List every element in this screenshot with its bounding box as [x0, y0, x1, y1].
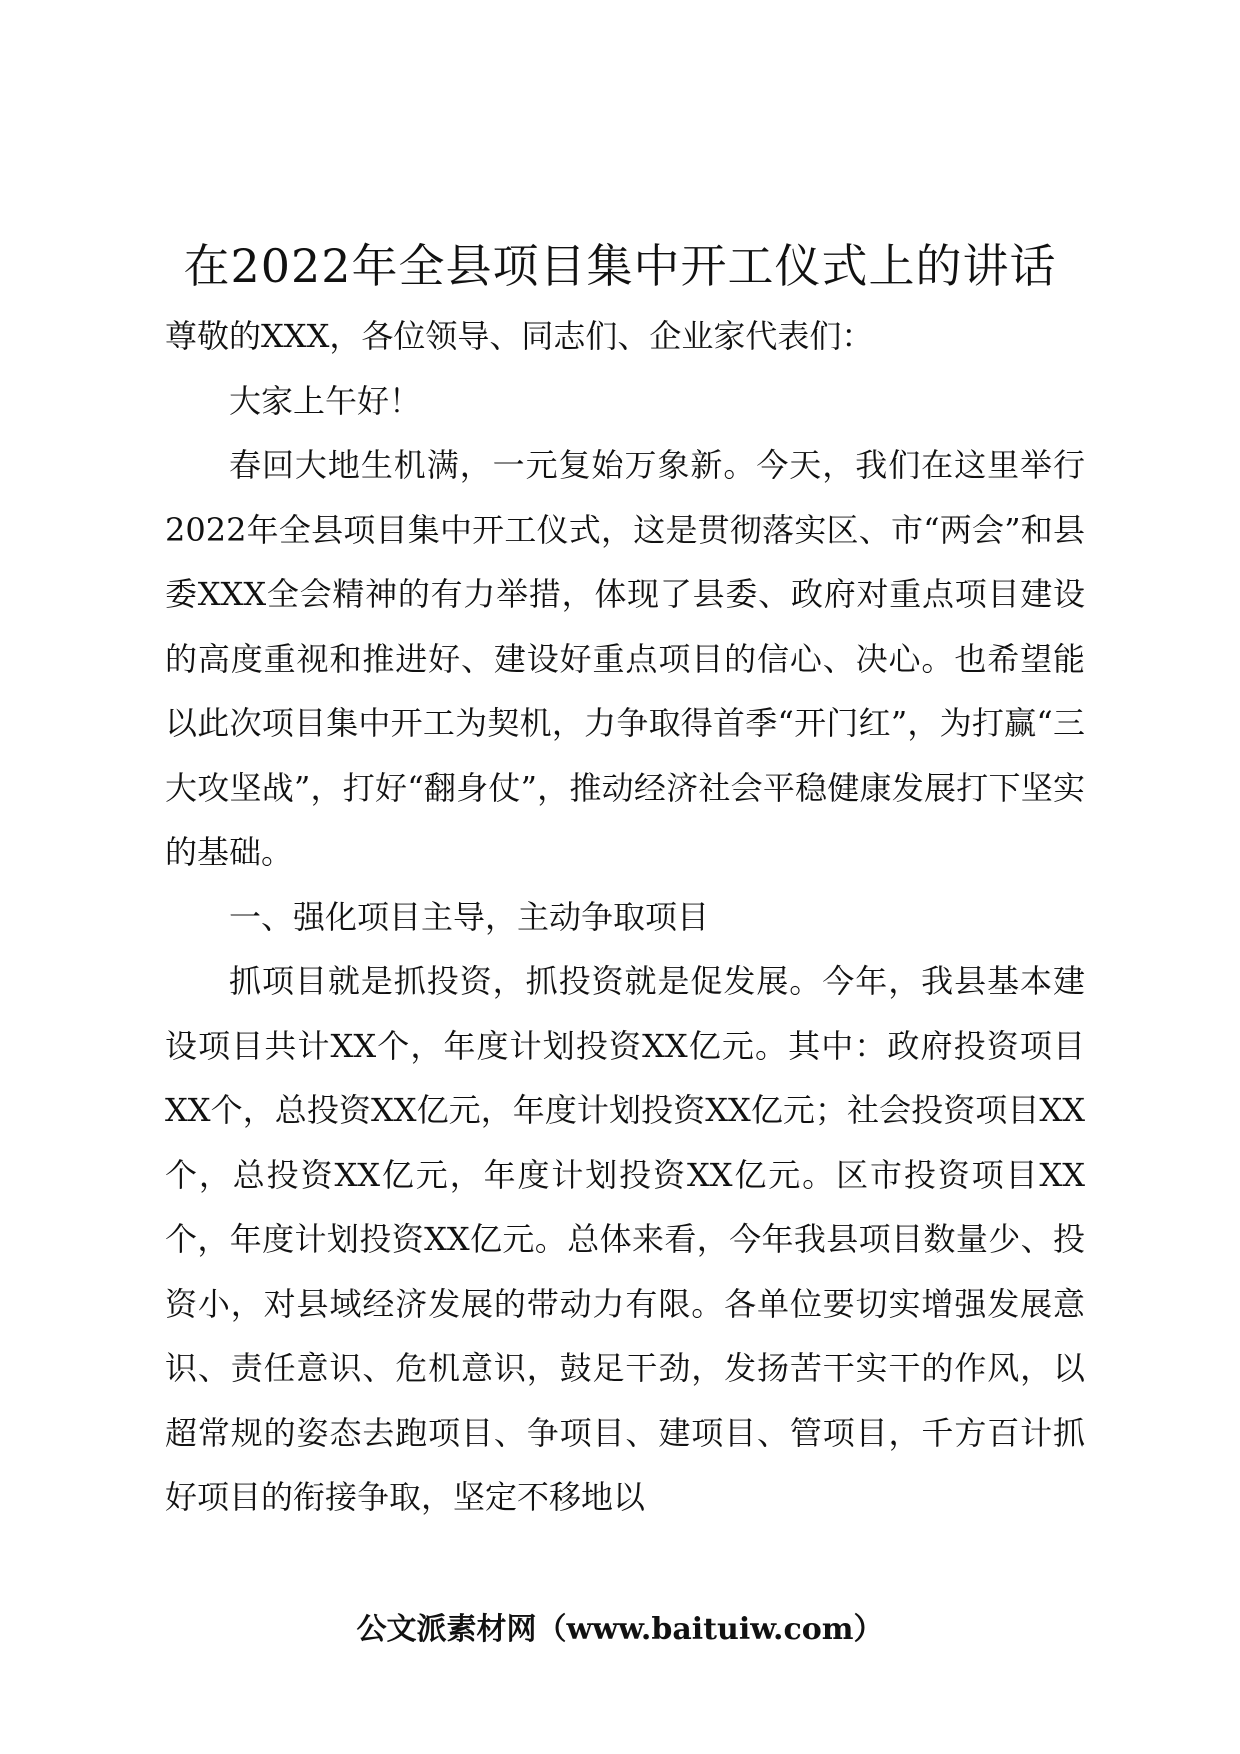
document-body [165, 304, 1085, 1530]
greeting: 大家上午好！ [229, 381, 422, 420]
paragraph-projects: 抓项目就是抓投资，抓投资就是促发展。今年，我县基本建设项目共计XX个，年度计划投资XX亿元。其中：政府投资项目XX个，总投资XX亿元，年度计划投资XX亿元；社会投资项目XX个，总投资XX亿元，年度计划投资XX亿元。区市投资项目XX个，年度计划投资XX亿元。总体来看，今年我县项目数量少、投资小，对县域经济发展的带动力有限。各单位要切实增强发展意识、责任意识、危机意识，鼓足干劲，发扬苦干实干的作风，以超常规的姿态去跑项目、争项目、建项目、管项目，千方百计抓好项目的衔接争取，坚定不移地以 [165, 962, 1085, 1516]
paragraph-opening: 春回大地生机满，一元复始万象新。今天，我们在这里举行2022年全县项目集中开工仪式，这是贯彻落实区、市“两会”和县委XXX全会精神的有力举措，体现了县委、政府对重点项目建设的高度重视和推进好、建设好重点项目的信心、决心。也希望能以此次项目集中开工为契机，力争取得首季“开门红”，为打赢“三大攻坚战”，打好“翻身仗”，推动经济社会平稳健康发展打下坚实的基础。 [165, 446, 1085, 871]
section-heading-1: 一、强化项目主导，主动争取项目 [229, 897, 710, 936]
salutation: 尊敬的XXX，各位领导、同志们、企业家代表们： [165, 317, 874, 355]
document-title: 在2022年全县项目集中开工仪式上的讲话 [183, 239, 1057, 293]
footer-watermark: 公文派素材网（www.baituiw.com） [356, 1612, 884, 1647]
